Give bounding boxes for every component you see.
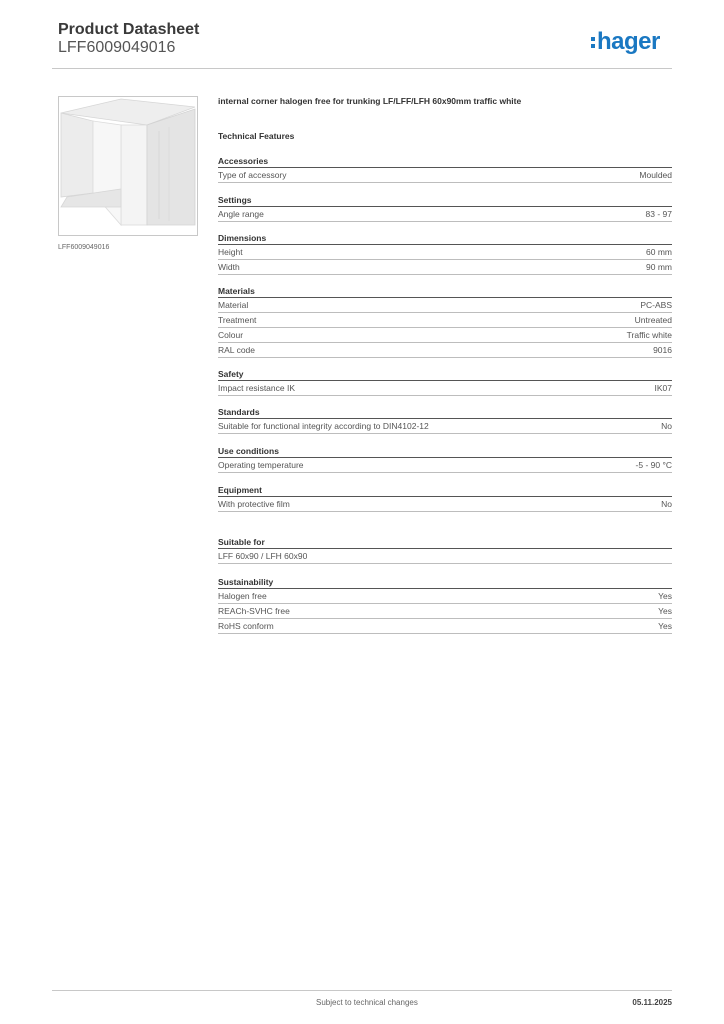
spec-label: Type of accessory bbox=[218, 170, 287, 180]
section-title: Sustainability bbox=[218, 576, 672, 589]
spec-label: Angle range bbox=[218, 209, 264, 219]
section-suitable-for bbox=[218, 536, 672, 564]
section-accessories bbox=[218, 155, 672, 183]
section-title: Suitable for bbox=[218, 536, 672, 549]
section-title: Accessories bbox=[218, 155, 672, 168]
spec-label: RAL code bbox=[218, 345, 256, 355]
spec-value: -5 - 90 °C bbox=[635, 460, 672, 470]
spec-value: Yes bbox=[658, 591, 672, 601]
spec-label: With protective film bbox=[218, 499, 290, 509]
spec-row bbox=[218, 589, 672, 604]
spec-label: Height bbox=[218, 247, 243, 257]
section-materials bbox=[218, 285, 672, 358]
spec-row bbox=[218, 313, 672, 328]
spec-value: Yes bbox=[658, 606, 672, 616]
spec-value: 60 mm bbox=[646, 247, 672, 257]
section-title: Materials bbox=[218, 285, 672, 298]
spec-label: Colour bbox=[218, 330, 244, 340]
spec-row bbox=[218, 245, 672, 260]
spec-label: Treatment bbox=[218, 315, 257, 325]
spec-value: PC-ABS bbox=[640, 300, 672, 310]
spec-label: REACh-SVHC free bbox=[218, 606, 290, 616]
spec-value: IK07 bbox=[654, 383, 672, 393]
spec-label: Width bbox=[218, 262, 240, 272]
spec-row bbox=[218, 328, 672, 343]
header-divider bbox=[52, 68, 672, 69]
image-caption: LFF6009049016 bbox=[58, 244, 110, 251]
spec-row bbox=[218, 619, 672, 634]
spec-row bbox=[218, 343, 672, 358]
spec-row bbox=[218, 260, 672, 275]
spec-value: Untreated bbox=[634, 315, 672, 325]
spec-value: No bbox=[661, 421, 672, 431]
spec-row bbox=[218, 458, 672, 473]
spec-row bbox=[218, 604, 672, 619]
spec-value: 90 mm bbox=[646, 262, 672, 272]
logo-dots-icon bbox=[591, 37, 595, 48]
spec-row bbox=[218, 207, 672, 222]
spec-label: Material bbox=[218, 300, 249, 310]
spec-label: RoHS conform bbox=[218, 621, 274, 631]
product-description: internal corner halogen free for trunking LF/LFF/LFH 60x90mm traffic white bbox=[218, 96, 522, 106]
footer-date: 05.11.2025 bbox=[632, 998, 672, 1007]
section-title: Standards bbox=[218, 406, 672, 419]
spec-value: Traffic white bbox=[626, 330, 672, 340]
footer-divider bbox=[52, 990, 672, 991]
spec-label: LFF 60x90 / LFH 60x90 bbox=[218, 551, 308, 561]
product-image bbox=[58, 96, 198, 236]
section-safety bbox=[218, 368, 672, 396]
section-title: Safety bbox=[218, 368, 672, 381]
spec-value: 9016 bbox=[653, 345, 672, 355]
section-dimensions bbox=[218, 232, 672, 275]
logo-text: hager bbox=[597, 28, 660, 55]
section-title: Settings bbox=[218, 194, 672, 207]
section-title: Use conditions bbox=[218, 445, 672, 458]
spec-label: Impact resistance IK bbox=[218, 383, 296, 393]
spec-row bbox=[218, 381, 672, 396]
spec-row bbox=[218, 298, 672, 313]
spec-row bbox=[218, 497, 672, 512]
section-standards bbox=[218, 406, 672, 434]
section-equipment bbox=[218, 484, 672, 512]
spec-row bbox=[218, 419, 672, 434]
section-title: Dimensions bbox=[218, 232, 672, 245]
spec-row bbox=[218, 168, 672, 183]
spec-value: 83 - 97 bbox=[645, 209, 672, 219]
spec-row bbox=[218, 549, 672, 564]
spec-label: Operating temperature bbox=[218, 460, 304, 470]
internal-corner-product-icon bbox=[59, 97, 197, 235]
spec-value: Yes bbox=[658, 621, 672, 631]
technical-features-heading: Technical Features bbox=[218, 131, 295, 141]
product-code: LFF6009049016 bbox=[58, 39, 176, 56]
section-settings bbox=[218, 194, 672, 222]
section-use-conditions bbox=[218, 445, 672, 473]
hager-logo bbox=[591, 28, 660, 56]
section-title: Equipment bbox=[218, 484, 672, 497]
spec-label: Suitable for functional integrity according to DIN4102-12 bbox=[218, 421, 429, 431]
spec-value: Moulded bbox=[639, 170, 672, 180]
spec-label: Halogen free bbox=[218, 591, 267, 601]
section-sustainability bbox=[218, 576, 672, 634]
page-title: Product Datasheet bbox=[58, 21, 200, 38]
spec-value: No bbox=[661, 499, 672, 509]
footer-note: Subject to technical changes bbox=[316, 998, 418, 1007]
